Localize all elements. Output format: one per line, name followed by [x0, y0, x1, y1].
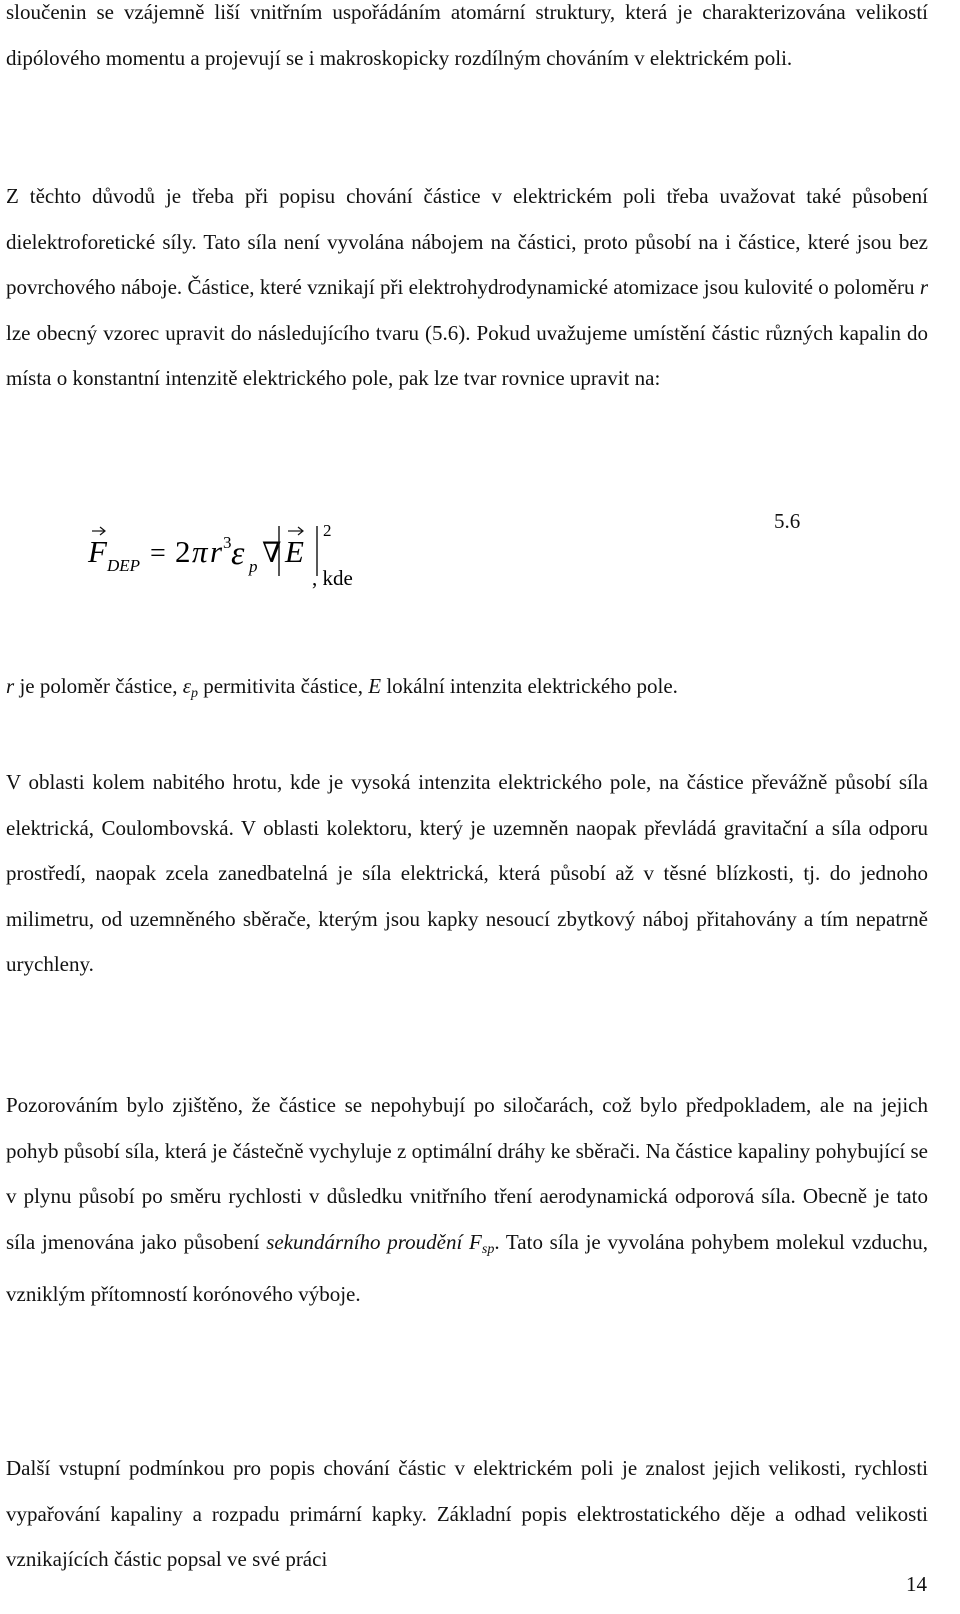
paragraph-6	[6, 1446, 928, 1583]
nabla-symbol: ∇	[262, 536, 282, 569]
radius-symbol-2: r	[6, 674, 15, 698]
paragraph-5-text-b: . Tato síla je vyvolána pohybem molekul vzduchu, vzniklým přítomností korónového výboje.	[6, 1229, 928, 1307]
paragraph-1-text: sloučenin se vzájemně liší vnitřním uspořádáním atomární struktury, která je charakterizována velikostí dipólového momentu a projevují se i makroskopicky rozdílným chováním v elektrickém poli.	[6, 0, 928, 70]
kde-text: , kde	[312, 566, 353, 590]
force-symbol: F	[88, 534, 107, 569]
paragraph-3	[6, 664, 928, 717]
force-subscript: DEP	[107, 556, 141, 575]
paragraph-5-text-a: Pozorováním bylo zjištěno, že částice se nepohybují po siločarách, což bylo předpokladem, ale na jejich pohyb působí síla, která je částečně vychyluje z optimální dráhy ke sběrači. Na částice kapaliny pohybující se v plynu působí po směru rychlosti v důsledku vnitřního tření aerodynamická odporová síla. Obecně je tato síla jmenována jako působení	[6, 1093, 928, 1254]
radius-exponent: 3	[223, 533, 232, 552]
radius-term: r	[210, 534, 223, 569]
epsilon-subscript: p	[249, 557, 258, 576]
epsilon-symbol: ε	[231, 535, 245, 572]
paragraph-6-text: Další vstupní podmínkou pro popis chování částic v elektrickém poli je znalost jejich velikosti, rychlosti vypařování kapaliny a rozpadu primární kapky. Základní popis elektrostatického děje a odhad velikosti vznikajících částic popsal ve své práci	[6, 1456, 928, 1572]
coefficient: 2	[175, 534, 191, 569]
square-exponent: 2	[323, 521, 332, 540]
paragraph-3-text-c: lokální intenzita elektrického pole.	[381, 674, 678, 698]
paragraph-3-text-a: je poloměr částice,	[14, 674, 183, 698]
paragraph-1	[6, 0, 928, 81]
secondary-flow-subscript: sp	[481, 1241, 495, 1257]
equation-number: 5.6	[774, 509, 801, 533]
paragraph-5	[6, 1083, 928, 1318]
paragraph-4	[6, 760, 928, 988]
epsilon-inline: ε	[182, 674, 191, 698]
paragraph-2-text-a: Z těchto důvodů je třeba při popisu chování částice v elektrickém poli třeba uvažovat také působení dielektroforetické síly. Tato síla není vyvolána nábojem na částici, proto působí na i částice, které jsou bez povrchového náboje. Částice, které vznikají při elektrohydrodynamické atomizace jsou kulovité o poloměru	[6, 184, 928, 300]
radius-symbol: r	[919, 275, 928, 300]
paragraph-3-text-b: permitivita částice,	[197, 674, 369, 698]
pi-symbol: π	[192, 534, 208, 569]
paragraph-4-text: V oblasti kolem nabitého hrotu, kde je vysoká intenzita elektrického pole, na částice převážně působí síla elektrická, Coulombovská. V oblasti kolektoru, který je uzemněn naopak převládá gravitační a síla odporu prostředí, naopak zcela zanedbatelná je síla elektrická, která působí až v těsné blízkosti, tj. do jednoho milimetru, od uzemněného sběrače, kterým jsou kapky nesoucí zbytkový náboj přitahovány a tím nepatrně urychleny.	[6, 770, 928, 977]
field-symbol: E	[285, 534, 304, 569]
equation-dep-force	[86, 512, 786, 602]
paragraph-2	[6, 174, 928, 402]
secondary-flow-term: sekundárního proudění F	[266, 1229, 482, 1254]
epsilon-inline-subscript: p	[190, 686, 198, 701]
page-number: 14	[906, 1572, 927, 1596]
field-inline: E	[368, 674, 382, 698]
equals-sign: =	[150, 538, 166, 569]
paragraph-2-text-b: lze obecný vzorec upravit do následujícího tvaru (5.6). Pokud uvažujeme umístění částic různých kapalin do místa o konstantní intenzitě elektrického pole, pak lze tvar rovnice upravit na:	[6, 320, 928, 391]
